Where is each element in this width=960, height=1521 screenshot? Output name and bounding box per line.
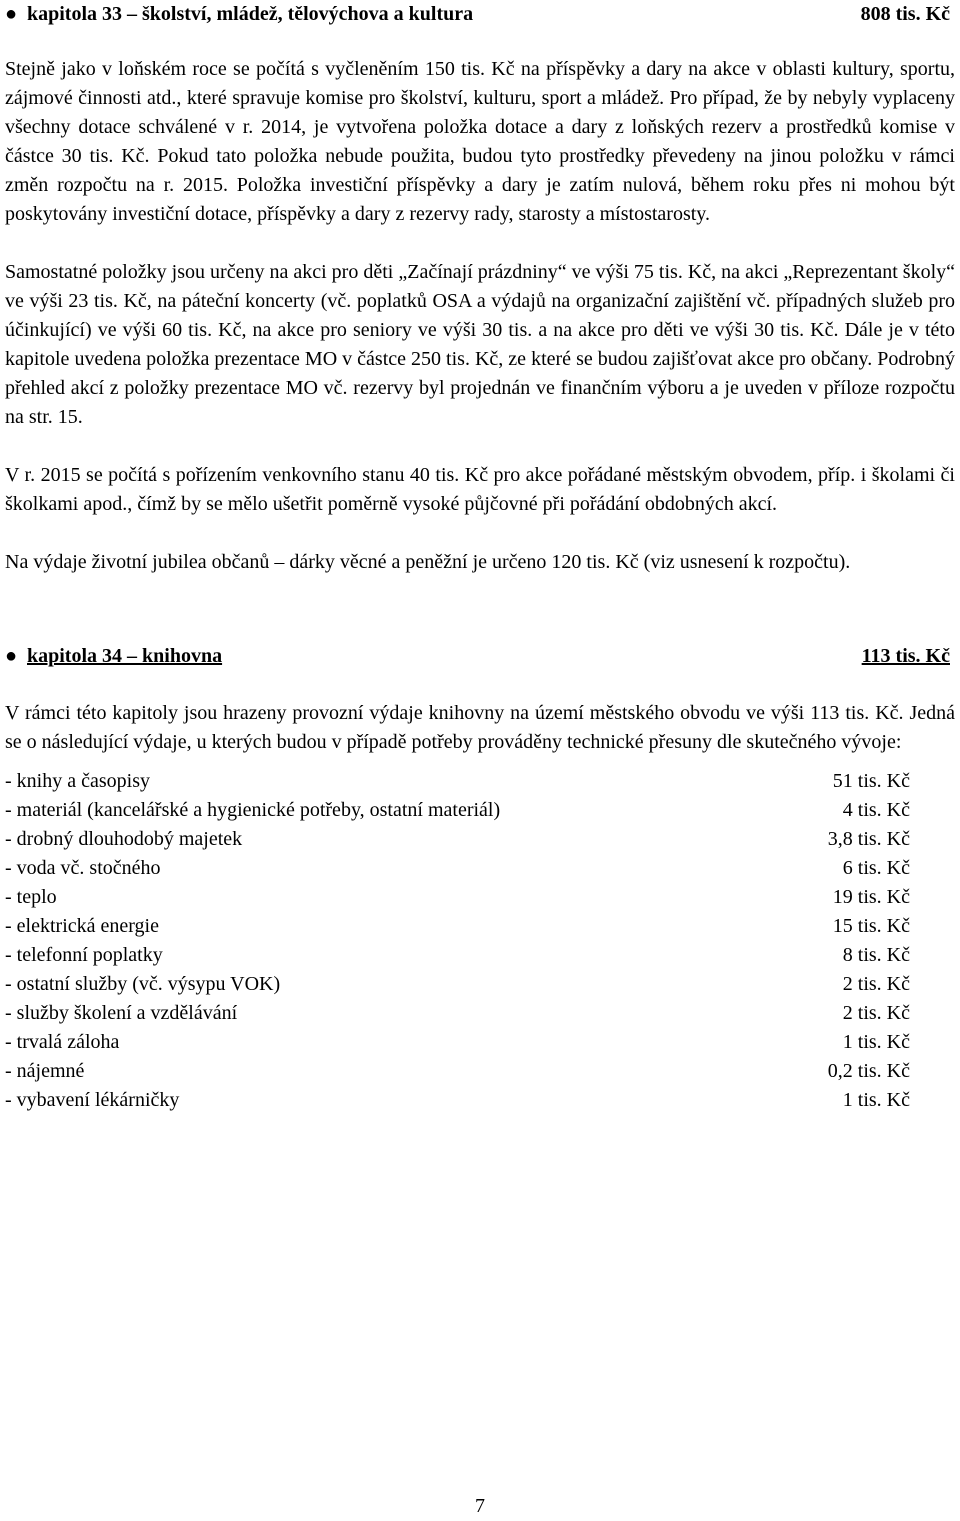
item-value: 15 tis. Kč <box>832 915 910 937</box>
list-item <box>5 1057 955 1086</box>
list-item <box>5 941 955 970</box>
item-label: - knihy a časopisy <box>5 770 150 792</box>
item-label: - elektrická energie <box>5 915 159 937</box>
chapter-33-amount: 808 tis. Kč <box>860 3 950 25</box>
item-label: - materiál (kancelářské a hygienické potřeby, ostatní materiál) <box>5 799 501 821</box>
chapter-34-amount: 113 tis. Kč <box>861 645 950 667</box>
item-value: 19 tis. Kč <box>832 886 910 908</box>
chapter-33-paragraph-4: Na výdaje životní jubilea občanů – dárky věcné a peněžní je určeno 120 tis. Kč (viz usnesení k rozpočtu). <box>5 551 851 573</box>
item-label: - ostatní služby (vč. výsypu VOK) <box>5 973 281 995</box>
document-page <box>5 0 955 1115</box>
chapter-33-paragraph-2: Samostatné položky jsou určeny na akci pro děti „Začínají prázdniny“ ve výši 75 tis. Kč, na akci „Reprezentant školy“ ve výši 23 tis. Kč, na páteční koncerty (vč. poplatků OSA a výdajů na organizační zajištění vč. případných služeb pro účinkující) ve výši 60 tis. Kč, na akce pro seniory ve výši 30 tis. a na akce pro děti ve výši 30 tis. Kč. Dále je v této kapitole uvedena položka prezentace MO v částce 250 tis. Kč, ze které se budou zajišťovat akce pro občany. Podrobný přehled akcí z položky prezentace MO vč. rezervy byl projednán ve finančním výboru a je uveden v příloze rozpočtu na str. 15. <box>5 261 955 428</box>
item-value: 0,2 tis. Kč <box>827 1060 910 1082</box>
list-item <box>5 825 955 854</box>
item-value: 1 tis. Kč <box>842 1089 910 1111</box>
list-item <box>5 1086 955 1115</box>
expense-list <box>5 767 955 1115</box>
list-item <box>5 912 955 941</box>
item-label: - služby školení a vzdělávání <box>5 1002 238 1024</box>
item-value: 6 tis. Kč <box>842 857 910 879</box>
item-value: 4 tis. Kč <box>842 799 910 821</box>
item-value: 3,8 tis. Kč <box>827 828 910 850</box>
item-label: - telefonní poplatky <box>5 944 163 966</box>
item-value: 2 tis. Kč <box>842 1002 910 1024</box>
item-value: 2 tis. Kč <box>842 973 910 995</box>
chapter-33-heading <box>5 0 955 29</box>
list-item <box>5 883 955 912</box>
list-item <box>5 796 955 825</box>
list-item <box>5 767 955 796</box>
bullet-icon: ● <box>5 3 18 25</box>
item-value: 51 tis. Kč <box>832 770 910 792</box>
item-label: - vybavení lékárničky <box>5 1089 180 1111</box>
chapter-33-title: kapitola 33 – školství, mládež, tělovýchova a kultura <box>27 3 474 25</box>
item-value: 8 tis. Kč <box>842 944 910 966</box>
page-number: 7 <box>475 1495 485 1517</box>
chapter-33-paragraph-3: V r. 2015 se počítá s pořízením venkovního stanu 40 tis. Kč pro akce pořádané městským obvodem, příp. i školami či školkami apod., čímž by se mělo ušetřit poměrně vysoké půjčovné při pořádání obdobných akcí. <box>5 464 955 515</box>
chapter-34-heading <box>5 642 955 671</box>
item-label: - nájemné <box>5 1060 85 1082</box>
list-item <box>5 1028 955 1057</box>
item-value: 1 tis. Kč <box>842 1031 910 1053</box>
list-item <box>5 970 955 999</box>
bullet-icon: ● <box>5 645 18 667</box>
list-item <box>5 854 955 883</box>
chapter-34-intro: V rámci této kapitoly jsou hrazeny provozní výdaje knihovny na území městského obvodu ve výši 113 tis. Kč. Jedná se o následující výdaje, u kterých budou v případě potřeby prováděny technické přesuny dle skutečného vývoje: <box>5 702 955 753</box>
chapter-33-paragraph-1: Stejně jako v loňském roce se počítá s vyčleněním 150 tis. Kč na příspěvky a dary na akce v oblasti kultury, sportu, zájmové činnosti atd., které spravuje komise pro školství, kulturu, sport a mládež. Pro případ, že by nebyly vyplaceny všechny dotace schválené v r. 2014, je vytvořena položka dotace a dary z loňských rezerv a prostředků komise v částce 30 tis. Kč. Pokud tato položka nebude použita, budou tyto prostředky převedeny na jinou položku v rámci změn rozpočtu na r. 2015. Položka investiční příspěvky a dary je zatím nulová, během roku přes ni mohou být poskytovány investiční dotace, příspěvky a dary z rezervy rady, starosty a místostarosty. <box>5 58 955 225</box>
chapter-34-title: kapitola 34 – knihovna <box>27 645 223 667</box>
item-label: - drobný dlouhodobý majetek <box>5 828 243 850</box>
item-label: - teplo <box>5 886 57 908</box>
item-label: - voda vč. stočného <box>5 857 161 879</box>
item-label: - trvalá záloha <box>5 1031 120 1053</box>
list-item <box>5 999 955 1028</box>
